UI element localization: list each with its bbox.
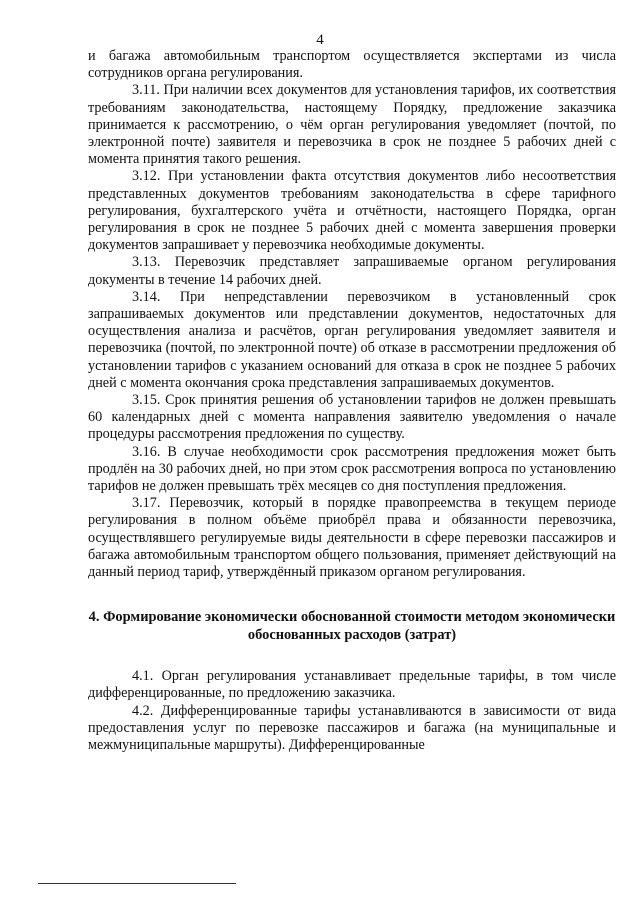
paragraph-3-14: 3.14. При непредставлении перевозчиком в установленный срок запрашиваемых документов или представлении документов, недостаточных для осуществления анализа и расчётов, орган регулирования уведомляет заявителя и перевозчика (почтой, по электронной почте) об отказе в рассмотрении предложения об установлении тарифов с указанием оснований для отказа в срок не позднее 5 рабочих дней с момента окончания срока представления запрашиваемых документов. [88, 288, 616, 391]
paragraph-3-11: 3.11. При наличии всех документов для установления тарифов, их соответствия требованиям законодательства, настоящему Порядку, предложение заказчика принимается к рассмотрению, о чём орган регулирования уведомляет (почтой, по электронной почте) заявителя и перевозчика в срок не позднее 5 рабочих дней с момента принятия такого решения. [88, 82, 616, 168]
document-body [88, 48, 616, 754]
paragraph-3-12: 3.12. При установлении факта отсутствия документов либо несоответствия представленных документов требованиям законодательства в сфере тарифного регулирования, бухгалтерского учёта и отчётности, настоящего Порядка, орган регулирования в срок не позднее 5 рабочих дней с момента завершения проверки документов запрашивает у перевозчика необходимые документы. [88, 168, 616, 254]
paragraph-4-1: 4.1. Орган регулирования устанавливает предельные тарифы, в том числе дифференцированные, по предложению заказчика. [88, 668, 616, 702]
paragraph-3-13: 3.13. Перевозчик представляет запрашиваемые органом регулирования документы в течение 14 рабочих дней. [88, 254, 616, 288]
paragraph-3-15: 3.15. Срок принятия решения об установлении тарифов не должен превышать 60 календарных дней с момента направления заявителю уведомления о начале процедуры рассмотрения предложения по существу. [88, 392, 616, 443]
page-number: 4 [316, 32, 324, 48]
paragraph-4-2: 4.2. Дифференцированные тарифы устанавливаются в зависимости от вида предоставления услуг по перевозке пассажиров и багажа (на муниципальные и межмуниципальные маршруты). Дифференцированные [88, 702, 616, 753]
paragraph-3-16: 3.16. В случае необходимости срок рассмотрения предложения может быть продлён на 30 рабочих дней, но при этом срок рассмотрения вопроса по установлению тарифов не должен превышать трёх месяцев со дня поступления предложения. [88, 443, 616, 495]
paragraph-continuation: и багажа автомобильным транспортом осуществляется экспертами из числа сотрудников органа регулирования. [88, 48, 616, 82]
footnote-divider [38, 883, 236, 884]
section-4-heading: 4. Формирование экономически обоснованной стоимости методом экономически обоснованных расходов (затрат) [88, 609, 616, 643]
paragraph-3-17: 3.17. Перевозчик, который в порядке правопреемства в текущем периоде регулирования в полном объёме приобрёл права и обязанности перевозчика, осуществлявшего регулируемые виды деятельности в сфере перевозки пассажиров и багажа автомобильным транспортом общего пользования, применяет действующий на данный период тариф, утверждённый приказом органом регулирования. [88, 495, 616, 581]
